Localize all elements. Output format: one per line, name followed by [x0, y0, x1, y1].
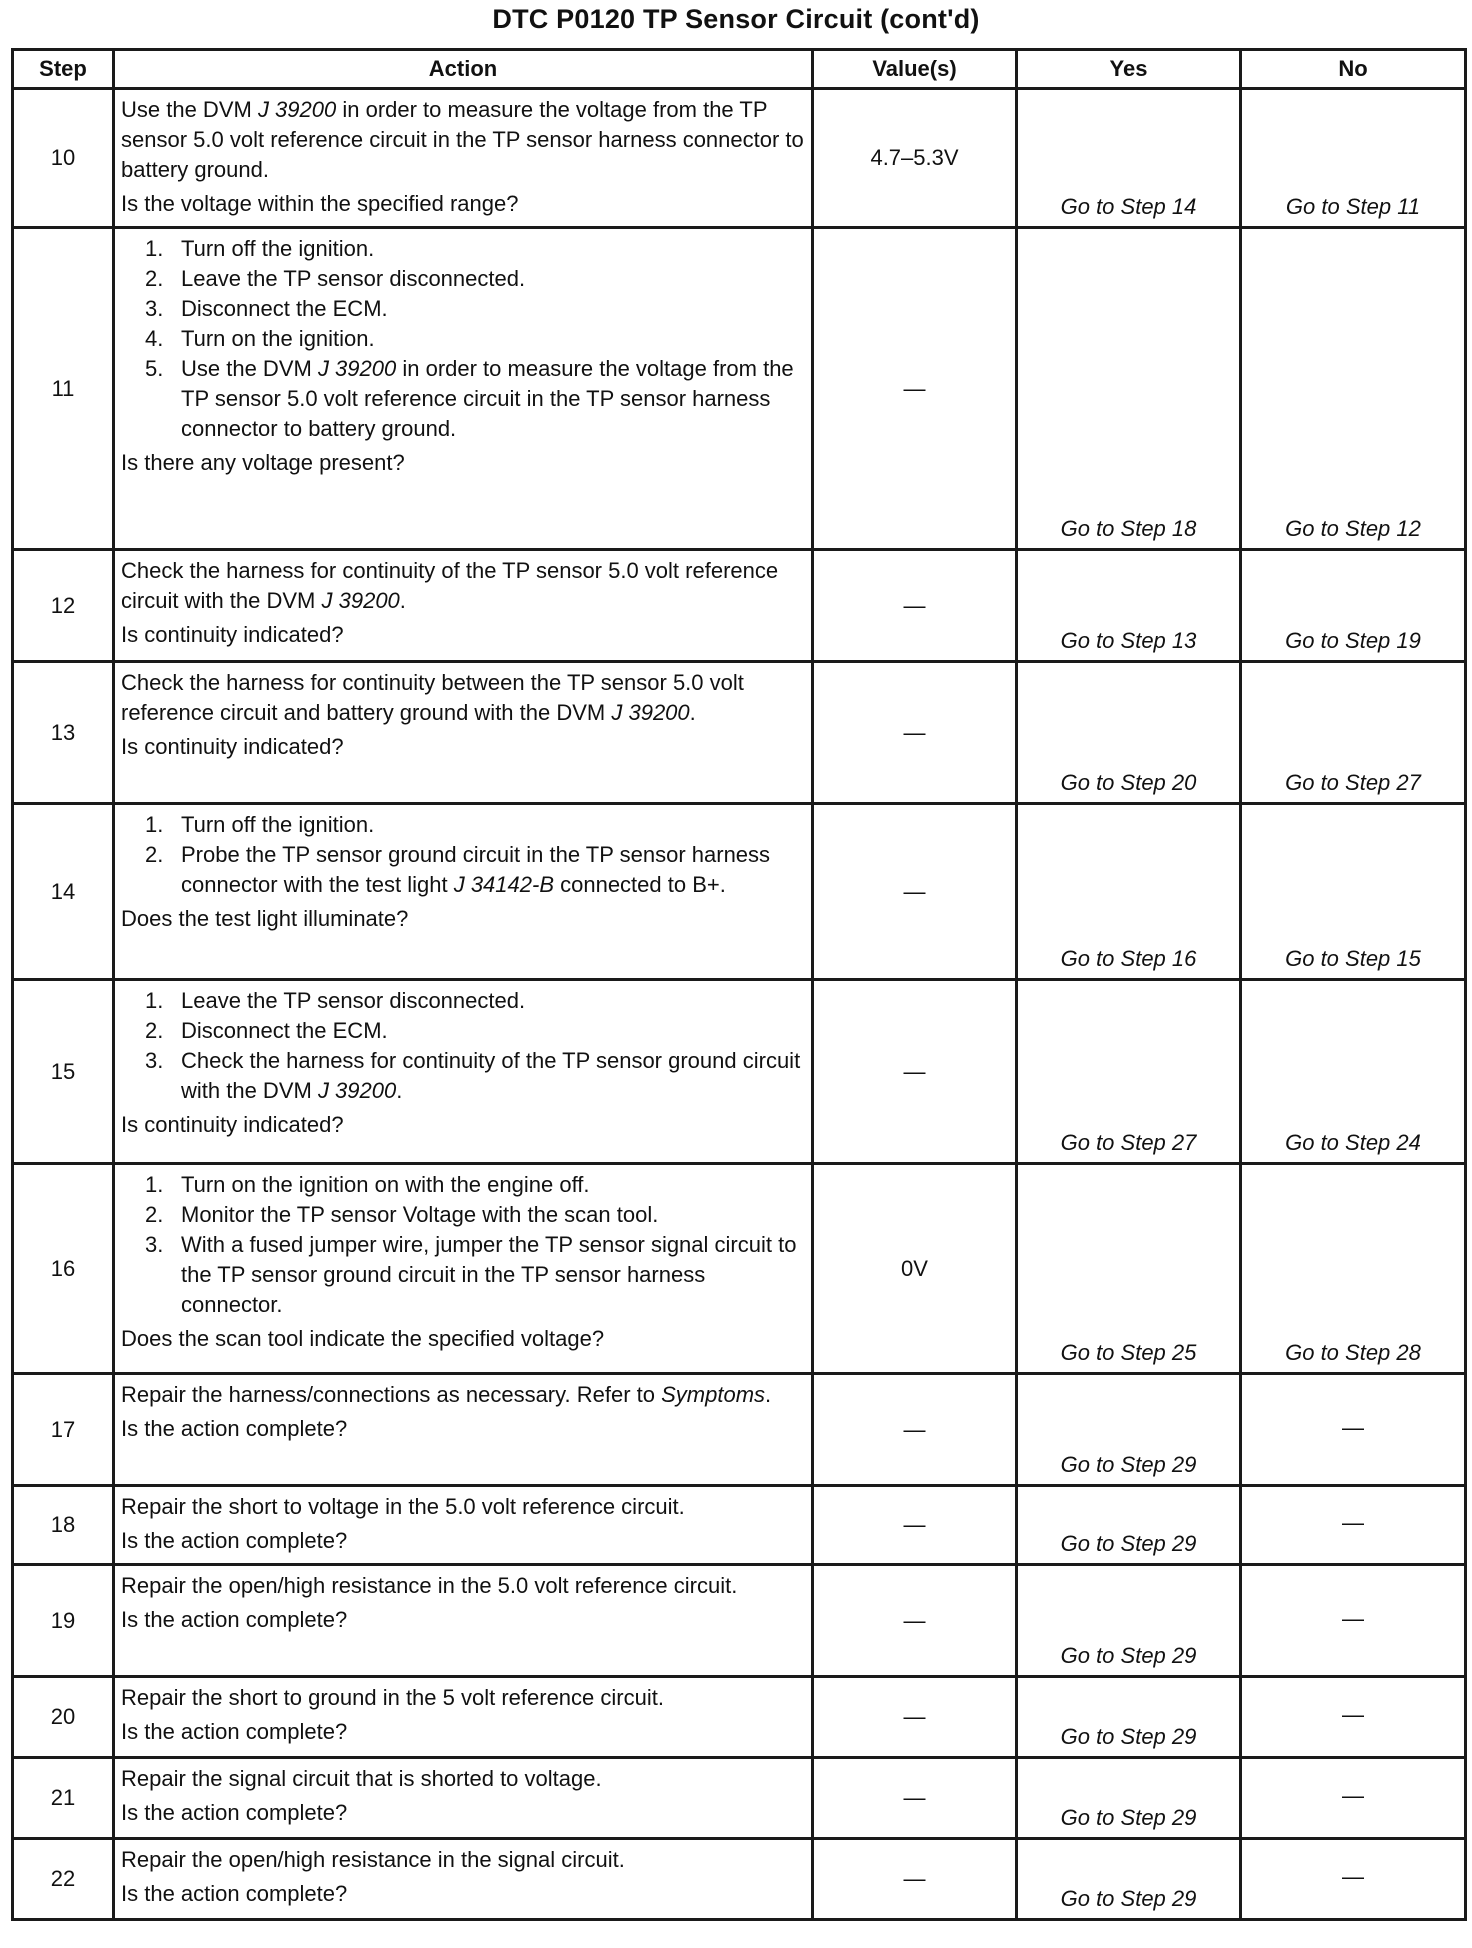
action-question: Does the test light illuminate?: [121, 906, 409, 931]
action-text: Use the DVM: [181, 356, 318, 381]
action-text: .: [765, 1382, 772, 1407]
yes-result: Go to Step 29: [1017, 1758, 1241, 1839]
step-item-number: 2.: [145, 1018, 164, 1043]
step-item-text: [181, 1170, 805, 1200]
numbered-step: [121, 1046, 805, 1106]
table-row: [13, 1758, 1466, 1839]
action-paragraph: [121, 1845, 805, 1875]
action-text: Check the harness for continuity of the TP sensor ground circuit with the DVM: [181, 1048, 801, 1103]
action-cell: [114, 980, 813, 1164]
action-question: Does the scan tool indicate the specified voltage?: [121, 1326, 605, 1351]
table-row: [13, 662, 1466, 804]
value-cell: 4.7–5.3V: [813, 89, 1017, 228]
table-row: [13, 1164, 1466, 1374]
action-text: Repair the short to voltage in the 5.0 volt reference circuit.: [121, 1494, 685, 1519]
step-number: 12: [13, 550, 114, 662]
action-question: Is the action complete?: [121, 1528, 348, 1553]
table-body: [13, 89, 1466, 1920]
yes-result: Go to Step 14: [1017, 89, 1241, 228]
step-number: 21: [13, 1758, 114, 1839]
step-number: 15: [13, 980, 114, 1164]
step-item-text: [181, 1046, 805, 1106]
action-text: Leave the TP sensor disconnected.: [181, 988, 526, 1013]
no-result: Go to Step 11: [1241, 89, 1466, 228]
action-cell: [114, 662, 813, 804]
action-question: Is the voltage within the specified range?: [121, 191, 519, 216]
step-item-number: 3.: [145, 1048, 164, 1073]
action-paragraph: [121, 95, 805, 185]
action-text: Check the harness for continuity between the TP sensor 5.0 volt reference circuit and battery ground with the DVM: [121, 670, 744, 725]
action-cell: [114, 228, 813, 550]
yes-result: Go to Step 27: [1017, 980, 1241, 1164]
action-text: in order to measure the voltage from the TP sensor 5.0 volt reference circuit in the TP sensor harness connector to battery ground.: [121, 97, 804, 182]
action-paragraph: [121, 1764, 805, 1794]
table-row: [13, 550, 1466, 662]
step-number: 17: [13, 1374, 114, 1486]
no-result: Go to Step 28: [1241, 1164, 1466, 1374]
step-item-number: 2.: [145, 266, 164, 291]
action-question: Is the action complete?: [121, 1607, 348, 1632]
action-question: Is there any voltage present?: [121, 450, 405, 475]
yes-result: Go to Step 16: [1017, 804, 1241, 980]
no-result: Go to Step 27: [1241, 662, 1466, 804]
numbered-step: [121, 840, 805, 900]
numbered-step: [121, 1170, 805, 1200]
no-result: —: [1241, 1839, 1466, 1920]
table-header-row: [13, 50, 1466, 89]
no-result: Go to Step 24: [1241, 980, 1466, 1164]
action-text: Turn off the ignition.: [181, 812, 375, 837]
step-item-number: 3.: [145, 296, 164, 321]
action-text: Use the DVM: [121, 97, 258, 122]
action-text: Repair the signal circuit that is shorted to voltage.: [121, 1766, 602, 1791]
step-item-text: [181, 1230, 805, 1320]
value-cell: —: [813, 550, 1017, 662]
step-item-text: [181, 1200, 805, 1230]
diagnostic-table: [11, 48, 1467, 1921]
numbered-step: [121, 1200, 805, 1230]
value-cell: —: [813, 980, 1017, 1164]
action-text: Leave the TP sensor disconnected.: [181, 266, 526, 291]
action-text: in order to measure the voltage from the TP sensor 5.0 volt reference circuit in the TP sensor harness connector to battery ground.: [181, 356, 794, 441]
yes-result: Go to Step 29: [1017, 1677, 1241, 1758]
step-item-number: 4.: [145, 326, 164, 351]
action-text: Disconnect the ECM.: [181, 1018, 388, 1043]
step-number: 19: [13, 1565, 114, 1677]
action-text: .: [396, 1078, 403, 1103]
step-item-text: [181, 840, 805, 900]
action-paragraph: [121, 1492, 805, 1522]
step-number: 18: [13, 1486, 114, 1565]
action-text: Turn on the ignition.: [181, 326, 375, 351]
step-item-number: 1.: [145, 1172, 164, 1197]
step-item-text: [181, 1016, 805, 1046]
action-paragraph: [121, 1380, 805, 1410]
table-row: [13, 980, 1466, 1164]
no-result: —: [1241, 1565, 1466, 1677]
step-item-text: [181, 264, 805, 294]
numbered-step: [121, 324, 805, 354]
action-question: Is the action complete?: [121, 1416, 348, 1441]
action-cell: [114, 89, 813, 228]
action-cell: [114, 1565, 813, 1677]
table-row: [13, 228, 1466, 550]
action-question: Is continuity indicated?: [121, 1112, 344, 1137]
tool-reference: Symptoms: [661, 1382, 766, 1407]
action-text: Repair the open/high resistance in the 5.0 volt reference circuit.: [121, 1573, 738, 1598]
action-cell: [114, 804, 813, 980]
action-text: .: [689, 700, 696, 725]
header-yes: Yes: [1017, 50, 1241, 89]
action-text: Turn on the ignition on with the engine off.: [181, 1172, 590, 1197]
step-item-text: [181, 986, 805, 1016]
action-text: connected to B+.: [554, 872, 726, 897]
no-result: Go to Step 15: [1241, 804, 1466, 980]
action-text: Disconnect the ECM.: [181, 296, 388, 321]
step-number: 20: [13, 1677, 114, 1758]
value-cell: —: [813, 1486, 1017, 1565]
no-result: —: [1241, 1374, 1466, 1486]
no-result: —: [1241, 1758, 1466, 1839]
action-paragraph: [121, 556, 805, 616]
table-row: [13, 804, 1466, 980]
table-row: [13, 1839, 1466, 1920]
action-cell: [114, 1164, 813, 1374]
step-item-number: 1.: [145, 812, 164, 837]
value-cell: —: [813, 1839, 1017, 1920]
table-row: [13, 1565, 1466, 1677]
numbered-step: [121, 810, 805, 840]
action-question: Is continuity indicated?: [121, 734, 344, 759]
action-text: Repair the short to ground in the 5 volt reference circuit.: [121, 1685, 664, 1710]
step-item-number: 1.: [145, 236, 164, 261]
yes-result: Go to Step 29: [1017, 1565, 1241, 1677]
action-cell: [114, 1839, 813, 1920]
header-value: Value(s): [813, 50, 1017, 89]
step-number: 22: [13, 1839, 114, 1920]
step-item-number: 2.: [145, 1202, 164, 1227]
action-question: Is continuity indicated?: [121, 622, 344, 647]
tool-reference: J 34142-B: [453, 872, 554, 897]
numbered-step: [121, 354, 805, 444]
no-result: Go to Step 12: [1241, 228, 1466, 550]
tool-reference: J 39200: [257, 97, 337, 122]
step-item-number: 2.: [145, 842, 164, 867]
yes-result: Go to Step 29: [1017, 1374, 1241, 1486]
action-text: Check the harness for continuity of the TP sensor 5.0 volt reference circuit with the DVM: [121, 558, 779, 613]
numbered-step: [121, 234, 805, 264]
action-cell: [114, 1486, 813, 1565]
tool-reference: J 39200: [317, 1078, 397, 1103]
table-row: [13, 89, 1466, 228]
action-text: .: [399, 588, 406, 613]
tool-reference: J 39200: [317, 356, 397, 381]
yes-result: Go to Step 25: [1017, 1164, 1241, 1374]
yes-result: Go to Step 29: [1017, 1839, 1241, 1920]
no-result: —: [1241, 1486, 1466, 1565]
step-number: 16: [13, 1164, 114, 1374]
step-item-number: 5.: [145, 356, 164, 381]
action-text: Monitor the TP sensor Voltage with the scan tool.: [181, 1202, 659, 1227]
page-title: DTC P0120 TP Sensor Circuit (cont'd): [492, 4, 980, 34]
action-paragraph: [121, 1571, 805, 1601]
action-paragraph: [121, 1683, 805, 1713]
action-paragraph: [121, 668, 805, 728]
step-number: 13: [13, 662, 114, 804]
value-cell: —: [813, 662, 1017, 804]
table-row: [13, 1374, 1466, 1486]
no-result: —: [1241, 1677, 1466, 1758]
step-item-text: [181, 234, 805, 264]
action-text: Repair the harness/connections as necessary. Refer to: [121, 1382, 662, 1407]
step-item-text: [181, 810, 805, 840]
step-number: 14: [13, 804, 114, 980]
step-number: 11: [13, 228, 114, 550]
value-cell: —: [813, 1677, 1017, 1758]
table-row: [13, 1677, 1466, 1758]
value-cell: —: [813, 1758, 1017, 1839]
value-cell: —: [813, 1374, 1017, 1486]
value-cell: —: [813, 228, 1017, 550]
value-cell: 0V: [813, 1164, 1017, 1374]
step-item-text: [181, 294, 805, 324]
action-cell: [114, 550, 813, 662]
action-text: Repair the open/high resistance in the signal circuit.: [121, 1847, 625, 1872]
numbered-step: [121, 1230, 805, 1320]
table-row: [13, 1486, 1466, 1565]
yes-result: Go to Step 20: [1017, 662, 1241, 804]
action-question: Is the action complete?: [121, 1800, 348, 1825]
numbered-step: [121, 294, 805, 324]
action-cell: [114, 1758, 813, 1839]
step-item-text: [181, 324, 805, 354]
action-question: Is the action complete?: [121, 1719, 348, 1744]
numbered-step: [121, 264, 805, 294]
header-action: Action: [114, 50, 813, 89]
action-text: With a fused jumper wire, jumper the TP sensor signal circuit to the TP sensor ground circuit in the TP sensor harness connector.: [181, 1232, 797, 1317]
value-cell: —: [813, 804, 1017, 980]
step-item-number: 1.: [145, 988, 164, 1013]
tool-reference: J 39200: [611, 700, 690, 725]
numbered-step: [121, 1016, 805, 1046]
yes-result: Go to Step 18: [1017, 228, 1241, 550]
header-no: No: [1241, 50, 1466, 89]
header-step: Step: [13, 50, 114, 89]
step-item-number: 3.: [145, 1232, 164, 1257]
action-text: Turn off the ignition.: [181, 236, 375, 261]
step-number: 10: [13, 89, 114, 228]
no-result: Go to Step 19: [1241, 550, 1466, 662]
action-question: Is the action complete?: [121, 1881, 348, 1906]
step-item-text: [181, 354, 805, 444]
value-cell: —: [813, 1565, 1017, 1677]
yes-result: Go to Step 13: [1017, 550, 1241, 662]
action-text: Probe the TP sensor ground circuit in the TP sensor harness connector with the test light: [181, 842, 771, 897]
action-cell: [114, 1374, 813, 1486]
numbered-step: [121, 986, 805, 1016]
yes-result: Go to Step 29: [1017, 1486, 1241, 1565]
action-cell: [114, 1677, 813, 1758]
tool-reference: J 39200: [321, 588, 400, 613]
